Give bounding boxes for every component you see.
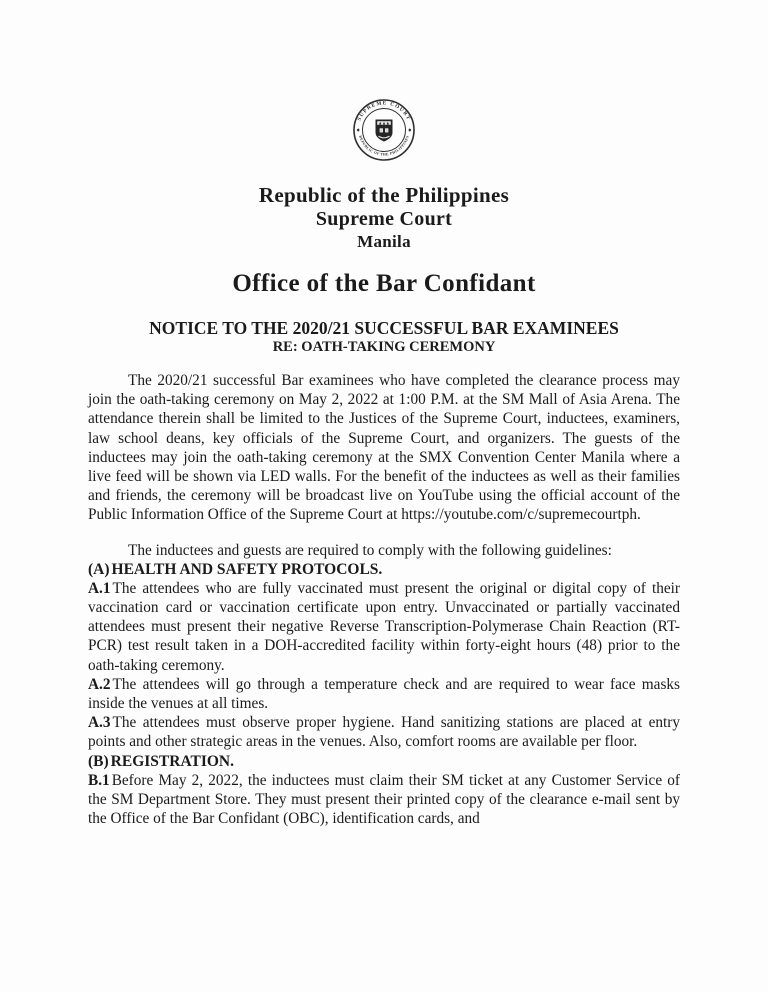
section-heading-b [88,752,680,771]
section-title: REGISTRATION. [110,752,234,770]
item-label: A.3 [88,714,111,732]
guideline-item-a2 [88,675,680,713]
intro-paragraph-2: The inductees and guests are required to comply with the following guidelines: [128,541,612,559]
item-label: B.1 [88,771,110,789]
document-body [0,371,768,828]
section-heading-a [88,560,680,579]
seal-left-star [357,128,360,132]
guideline-item-a1 [88,579,680,675]
header-republic: Republic of the Philippines [258,183,510,207]
seal-shield [376,120,393,142]
item-text: The attendees will go through a temperature check and are required to wear face masks inside the venues at all times. [88,675,680,713]
section-letter: (A) [88,560,110,578]
section-title: HEALTH AND SAFETY PROTOCOLS. [111,560,383,578]
svg-text:SUPREME COURT [357,100,412,121]
notice-title: NOTICE TO THE 2020/21 SUCCESSFUL BAR EXAMINEES [149,318,619,338]
item-label: A.1 [88,579,111,597]
item-label: A.2 [88,675,111,693]
header-supreme-court: Supreme Court [315,208,453,230]
item-text: Before May 2, 2022, the inductees must claim their SM ticket at any Customer Service of the SM Department Store. They must present their printed copy of the clearance e-mail sent by the Office of the Bar Confidant (OBC), identification cards, and [88,771,680,828]
section-letter: (B) [88,752,109,770]
supreme-court-seal-icon [352,98,416,162]
guideline-item-b1 [88,771,680,829]
seal-right-star [408,128,411,132]
seal-bottom-text: REPUBLIC OF THE PHILIPPINES [358,134,410,157]
header-manila: Manila [357,232,411,251]
intro-paragraph-1: The 2020/21 successful Bar examinees who have completed the clearance process may join the oath-taking ceremony on May 2, 2022 at 1:00 P.M. at the SM Mall of Asia Arena. The attendance therein shall be limited to the Justices of the Supreme Court, inductees, examiners, law school deans, key officials of the Supreme Court, and organizers. The guests of the inductees may join the oath-taking ceremony at the SMX Convention Center Manila where a live feed will be shown via LED walls. For the benefit of the inductees as well as their families and friends, the ceremony will be broadcast live on YouTube using the official account of the Public Information Office of the Supreme Court at https://youtube.com/c/supremecourtph. [88,372,680,524]
item-text: The attendees must observe proper hygiene. Hand sanitizing stations are placed at entry points and other strategic areas in the venues. Also, comfort rooms are available per floor. [88,714,680,751]
seal-top-text: SUPREME COURT [356,100,412,122]
office-title: Office of the Bar Confidant [232,270,536,297]
guideline-item-a3 [88,713,680,751]
seal-container [0,98,768,162]
notice-subtitle: RE: OATH-TAKING CEREMONY [272,339,496,355]
item-text: The attendees who are fully vaccinated must present the original or digital copy of their vaccination card or vaccination certificate upon entry. Unvaccinated or partially vaccinated attendees must present their negative Reverse Transcription-Polymerase Chain Reaction (RT-PCR) test result taken in a DOH-accredited facility within forty-eight hours (48) prior to the oath-taking ceremony. [88,579,680,674]
